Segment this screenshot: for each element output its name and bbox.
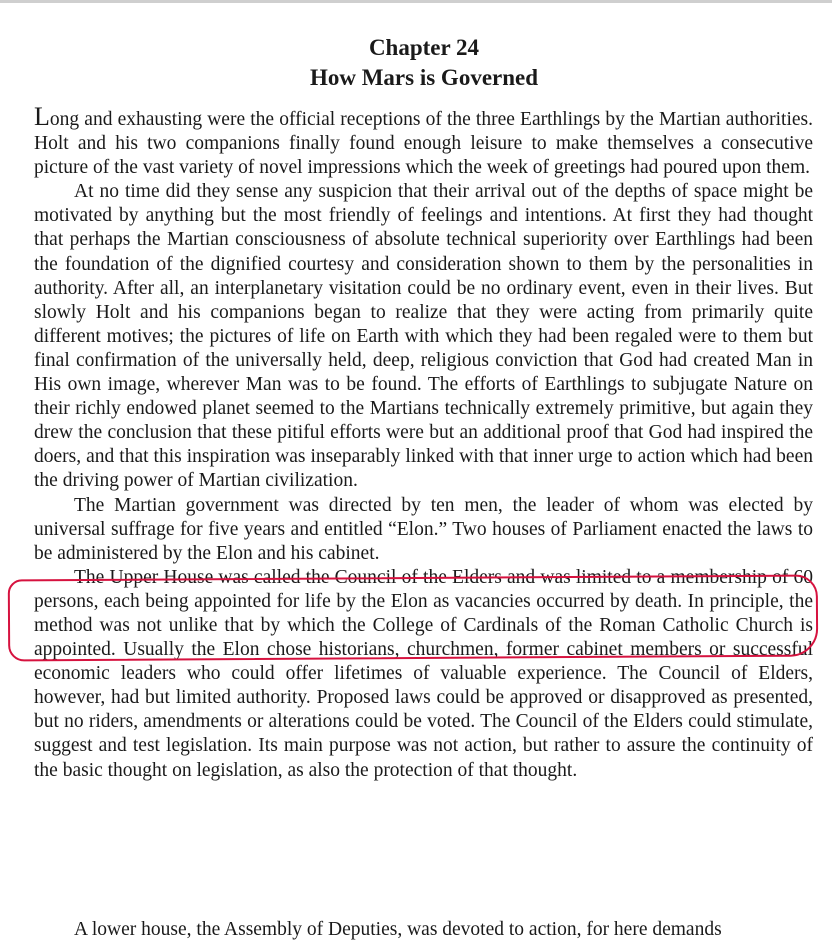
drop-letter: L <box>34 102 50 131</box>
paragraph-2: At no time did they sense any suspicion that their arrival out of the depths of space might be motivated by anything but the most friendly of feelings and intentions. At first they had thought that perhaps the Martian consciousness of absolute technical superiority over Earthlings had been the foundation of the dignified courtesy and consideration shown to them by the personalities in authority. After all, an interplanetary visitation could be no ordinary event, even in their lives. But slowly Holt and his companions began to realize that they were acting from primarily quite different motives; the pictures of life on Earth with which they had been regaled were to them but final confirmation of the universally held, deep, religious conviction that God had created Man in His own image, wherever Man was to be found. The efforts of Earthlings to subjugate Nature on their richly endowed planet seemed to the Martians technically extremely primitive, but again they drew the conclusion that these pitiful efforts were but an additional proof that God had inspired the doers, and that this inspiration was inseparably linked with that inner urge to action which had been the driving power of Martian civilization. <box>34 181 813 492</box>
paragraph-5-partial: A lower house, the Assembly of Deputies, was devoted to action, for here demands <box>74 919 722 940</box>
chapter-number: Chapter 24 <box>368 35 480 60</box>
paragraph-4: The Upper House was called the Council of the Elders and was limited to a membership of 60 persons, each being appointed for life by the Elon as vacancies occurred by death. In principle, the method was not unlike that by which the College of Cardinals of the Roman Catholic Church is appointed. Usually the Elon chose historians, churchmen, former cabinet members or successful economic leaders who could offer lifetimes of valuable experience. The Council of Elders, however, had but limited authority. Proposed laws could be approved or disapproved as presented, but no riders, amendments or alterations could be voted. The Council of the Elders could stimulate, suggest and test legislation. Its main purpose was not action, but rather to assure the continuity of the basic thought on legislation, as also the protection of that thought. <box>34 566 813 781</box>
paragraph-1-text: ong and exhausting were the official receptions of the three Earthlings by the Martian authorities. Holt and his two companions finally found enough leisure to make themselves a consecutive picture of the vast variety of novel impressions which the week of greetings had poured upon them. <box>34 109 813 179</box>
scan-top-edge <box>0 0 832 3</box>
paragraph-1 <box>34 102 813 180</box>
chapter-title: How Mars is Governed <box>309 65 539 90</box>
paragraph-3-highlighted: The Martian government was directed by ten men, the leader of whom was elected by universal suffrage for five years and entitled “Elon.” Two houses of Parliament enacted the laws to be administered by the Elon and his cabinet. <box>34 494 813 564</box>
chapter-body <box>34 102 813 783</box>
